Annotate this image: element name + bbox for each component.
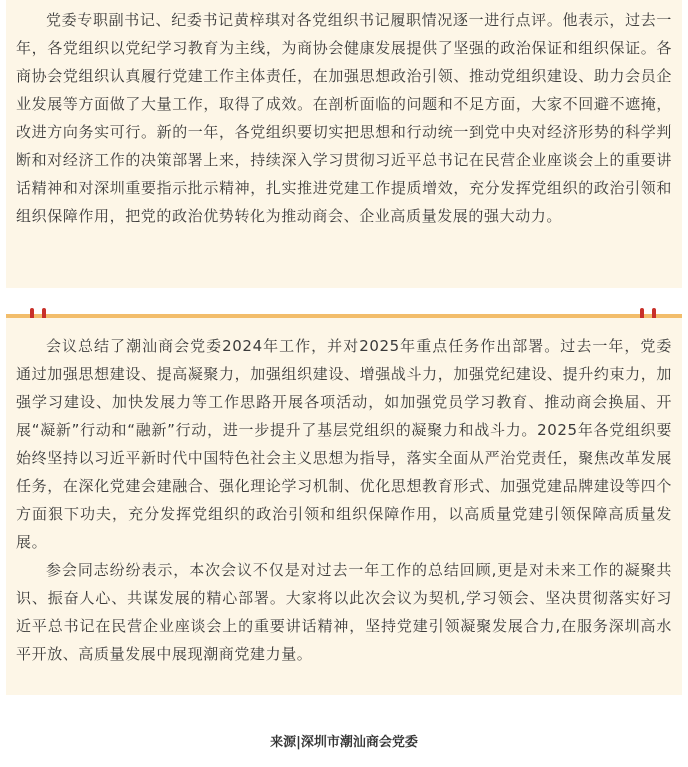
bottom-text-panel [6, 318, 682, 695]
top-text-panel [6, 0, 682, 288]
source-credit: 来源|深圳市潮汕商会党委 [270, 735, 418, 750]
paragraph-commentary: 党委专职副书记、纪委书记黄梓琪对各党组织书记履职情况逐一进行点评。他表示，过去一年，各党组织以党纪学习教育为主线，为商协会健康发展提供了坚强的政治保证和组织保证。各商协会党组织认真履行党建工作主体责任，在加强思想政治引领、推动党组织建设、助力会员企业发展等方面做了大量工作，取得了成效。在剖析面临的问题和不足方面，大家不回避不遮掩，改进方向务实可行。新的一年，各党组织要切实把思想和行动统一到党中央对经济形势的科学判断和对经济工作的决策部署上来，持续深入学习贯彻习近平总书记在民营企业座谈会上的重要讲话精神和对深圳重要指示批示精神，扎实推进党建工作提质增效，充分发挥党组织的政治引领和组织保障作用，把党的政治优势转化为推动商会、企业高质量发展的强大动力。 [16, 11, 672, 225]
paragraph-summary: 会议总结了潮汕商会党委2024年工作，并对2025年重点任务作出部署。过去一年，党委通过加强思想建设、提高凝聚力，加强组织建设、增强战斗力，加强党纪建设、提升约束力，加强学习建设、加快发展力等工作思路开展各项活动，如加强党员学习教育、推动商会换届、开展“凝新”行动和“融新”行动，进一步提升了基层党组织的凝聚力和战斗力。2025年各党组织要始终坚持以习近平新时代中国特色社会主义思想为指导，落实全面从严治党责任，聚焦改革发展任务，在深化党建会建融合、强化理论学习机制、优化思想教育形式、加强党建品牌建设等四个方面狠下功夫，充分发挥党组织的政治引领和组织保障作用，以高质量党建引领保障高质量发展。 [16, 337, 672, 551]
paragraph-responses: 参会同志纷纷表示，本次会议不仅是对过去一年工作的总结回顾,更是对未来工作的凝聚共识、振奋人心、共谋发展的精心部署。大家将以此次会议为契机,学习领会、坚决贯彻落实好习近平总书记在民营企业座谈会上的重要讲话精神，坚持党建引领凝聚发展合力,在服务深圳高水平开放、高质量发展中展现潮商党建力量。 [16, 561, 672, 663]
